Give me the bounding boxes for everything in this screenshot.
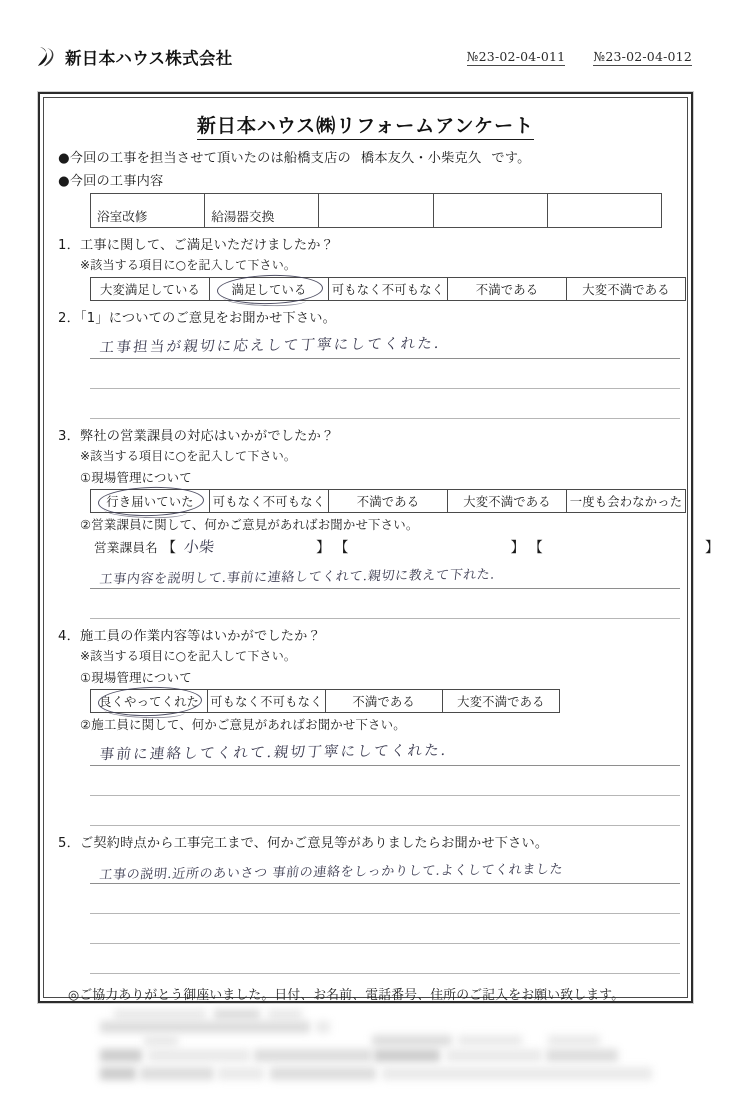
handwritten-text: 工事内容を説明して.事前に連絡してくれて.親切に教えて下れた. [98,567,496,588]
q1-option-1[interactable]: 満足している [210,278,329,301]
q3-option-3[interactable]: 大変不満である [448,490,567,513]
answer-line[interactable] [90,884,680,914]
q4-option-2[interactable]: 不満である [325,690,442,713]
company-name: 新日本ハウス株式会社 [65,49,233,68]
question-2-answer[interactable] [58,329,673,419]
handwritten-text: 工事担当が親切に応えして丁寧にしてくれた. [98,335,442,357]
q3-option-0[interactable]: 行き届いていた [91,490,210,513]
redaction-bar [214,1009,260,1020]
company-swirl-logo-icon [33,44,59,70]
answer-line[interactable] [90,329,680,359]
q1-option-0[interactable]: 大変満足している [91,278,210,301]
form-title-text: 新日本ハウス㈱リフォームアンケート [197,115,534,140]
question-4-title: 4．施工員の作業内容等はいかがでしたか？ [58,629,321,644]
company-branding [33,44,233,70]
intro-line-suffix: です。 [491,151,531,166]
bracket-open-icon: 【 [528,539,543,556]
answer-line[interactable] [90,389,680,419]
staff-slot-1-value: 小柴 [183,538,216,556]
assigned-staff-names: 橋本友久・小柴克久 [360,151,482,166]
table-row [91,490,686,513]
answer-line[interactable] [90,944,680,974]
redaction-bar [372,1035,452,1046]
q1-option-3[interactable]: 不満である [448,278,567,301]
q1-option-4[interactable]: 大変不満である [567,278,686,301]
q3-option-1[interactable]: 可もなく不可もなく [210,490,329,513]
redaction-bar [268,1009,302,1020]
intro-line [58,147,673,166]
question-3-note: ※該当する項目に○を記入して下さい。 [80,449,297,463]
answer-line[interactable] [90,559,680,589]
staff-slot-2[interactable] [334,537,524,557]
answer-line[interactable] [90,766,680,796]
redaction-bar [254,1049,372,1062]
work-content-cell-4[interactable] [433,194,547,228]
handwritten-text: 事前に連絡してくれて.親切丁寧にしてくれた. [98,742,449,764]
question-3-sub2-label: ②営業課員に関して、何かご意見があればお聞かせ下さい。 [80,517,419,532]
redaction-bar [458,1035,522,1046]
handwritten-text: 工事の説明.近所のあいさつ 事前の連絡をしっかりして.よくしてくれました [98,862,564,883]
redaction-bar [374,1049,440,1062]
sheet-bottom-spacer [58,1081,673,1095]
work-content-label: ●今回の工事内容 [58,174,164,189]
redaction-bar [148,1049,250,1062]
survey-sheet-inner [43,97,720,1003]
question-4-answer[interactable] [58,736,673,826]
q4-option-3[interactable]: 大変不満である [442,690,559,713]
staff-slot-1[interactable] [162,536,330,557]
redaction-bar [114,1009,206,1020]
redaction-bar [144,1035,178,1047]
document-number-1: №23-02-04-011 [466,49,566,64]
question-3-title: 3．弊社の営業課員の対応はいかがでしたか？ [58,429,335,444]
question-1-note: ※該当する項目に○を記入して下さい。 [80,258,297,272]
q1-option-2[interactable]: 可もなく不可もなく [329,278,448,301]
work-content-cell-1[interactable]: 浴室改修 [91,194,205,228]
answer-line[interactable] [90,589,680,619]
q4-option-0[interactable]: 良くやってくれた [91,690,208,713]
redaction-bar [218,1067,264,1080]
bracket-close-icon: 】 [510,539,525,556]
work-content-cell-2[interactable]: 給湯器交換 [205,194,319,228]
document-topbar [0,44,730,86]
question-5-title: 5．ご契約時点から工事完工まで、何かご意見等がありましたらお聞かせ下さい。 [58,836,549,851]
redaction-bar [100,1049,142,1062]
q3-option-4[interactable]: 一度も会わなかった [567,490,686,513]
staff-slot-3[interactable] [529,537,719,557]
question-4-options [90,689,560,713]
question-4-sub1-label: ①現場管理について [80,670,192,685]
q4-option-1[interactable]: 可もなく不可もなく [208,690,325,713]
question-4-sub2-label: ②施工員に関して、何かご意見があればお聞かせ下さい。 [80,717,406,732]
table-row [91,278,686,301]
answer-line[interactable] [90,796,680,826]
bracket-close-icon: 】 [316,539,331,556]
intro-line-prefix: ●今回の工事を担当させて頂いたのは船橋支店の [58,151,351,166]
redaction-bar [140,1067,214,1080]
bracket-open-icon: 【 [334,539,349,556]
table-row [91,690,560,713]
question-1-title: 1．工事に関して、ご満足いただけましたか？ [58,238,335,253]
question-3-options [90,489,686,513]
redaction-bar [100,1021,310,1033]
question-3-answer[interactable] [58,559,673,619]
redaction-bar [546,1049,618,1062]
work-content-table [90,193,662,228]
redaction-bar [446,1049,542,1062]
work-content-cell-5[interactable] [547,194,661,228]
question-1-options [90,277,686,301]
redaction-bar [270,1067,376,1080]
question-5-answer[interactable] [58,854,673,974]
answer-line[interactable] [90,736,680,766]
form-title [58,111,673,138]
answer-line[interactable] [90,914,680,944]
redaction-bar [100,1067,136,1080]
redacted-personal-info-block [86,1009,686,1081]
work-content-cell-3[interactable] [319,194,433,228]
table-row [91,194,662,228]
q3-option-2[interactable]: 不満である [329,490,448,513]
sales-staff-name-label: 営業課員名 [94,540,158,555]
bracket-open-icon: 【 [161,539,177,556]
question-3-sub1-label: ①現場管理について [80,470,192,485]
redaction-bar [548,1035,600,1046]
redaction-bar [316,1021,330,1033]
answer-line[interactable] [90,854,680,884]
question-2-title: 2．「1」についてのご意見をお聞かせ下さい。 [58,311,337,326]
bracket-close-icon: 】 [704,539,720,556]
question-4-note: ※該当する項目に○を記入して下さい。 [80,649,297,663]
document-number-2: №23-02-04-012 [593,49,692,64]
answer-line[interactable] [90,359,680,389]
document-numbers [467,49,692,66]
redaction-bar [382,1067,652,1080]
survey-sheet [38,92,720,1003]
closing-note: ◎ご協力ありがとう御座いました。日付、お名前、電話番号、住所のご記入をお願い致します。 [68,988,625,1003]
sales-staff-name-row [94,536,720,557]
